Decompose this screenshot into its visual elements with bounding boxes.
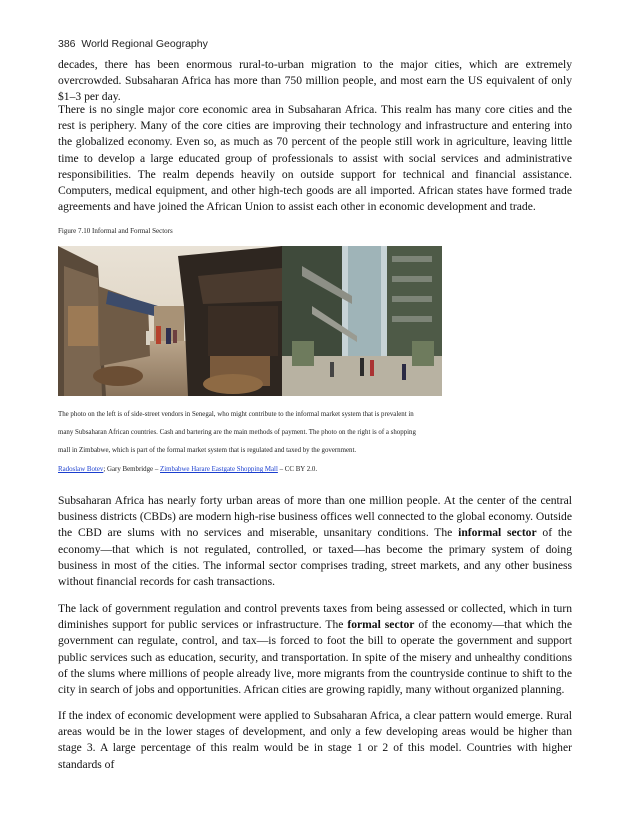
figure-title: Figure 7.10 Informal and Formal Sectors bbox=[58, 227, 173, 235]
paragraph-4-text-a: The lack of government regulation and control prevents taxes from being assessed or collected, which in turn diminishes support for public services or infrastructure. The bbox=[58, 602, 572, 632]
paragraph-3-text-a: Subsaharan Africa has nearly forty urban areas of more than one million people. At the center of the central business districts (CBDs) are modern high-rise business offices well connected to the global economy. Outside the CBD are slums with no services and miserable, unsanitary conditions. The bbox=[58, 494, 572, 540]
paragraph-2: There is no single major core economic area in Subsaharan Africa. This realm has many core cities and the rest is periphery. Many of the core cities are improving their technology and infrastructure and entering into the globalized economy. Even so, as much as 70 percent of the people still work in agriculture, leaving little time to develop a large educated group of professionals to assist with social services and administrative responsibilities. The realm depends heavily on outside support for technical and financial assistance. Computers, medical equipment, and other high-tech goods are all imported. African states have formed trade agreements and have joined the African Union to assist each other in economic development and trade. bbox=[58, 103, 572, 214]
term-formal-sector: formal sector bbox=[347, 618, 415, 632]
shopping-mall-image bbox=[282, 246, 442, 396]
shopping-mall-photo bbox=[282, 246, 442, 396]
credit-link-botev[interactable]: Radoslaw Botev bbox=[58, 466, 104, 473]
credit-link-eastgate-mall[interactable]: Zimbabwe Harare Eastgate Shopping Mall bbox=[160, 466, 278, 473]
street-vendors-photo bbox=[58, 246, 282, 396]
page-number: 386 bbox=[58, 38, 76, 50]
figure-caption-line-2: many Subsaharan African countries. Cash and bartering are the main methods of payment. The photo on the right is of a shopping bbox=[58, 429, 416, 436]
street-vendors-image bbox=[58, 246, 282, 396]
credit-separator-2: – CC BY 2.0. bbox=[277, 466, 318, 473]
credit-separator-1: ; Gary Bembridge – bbox=[103, 466, 161, 473]
figure-photos bbox=[58, 246, 442, 396]
page-header bbox=[58, 38, 208, 50]
figure-credit bbox=[58, 466, 317, 473]
paragraph-3-text-b: of the economy—that which is not regulated, controlled, or taxed—has become the primary system of doing business in most of the cities. The informal sector comprises trading, street markets, and any other business without financial records for cash transactions. bbox=[58, 526, 572, 589]
figure-caption-line-3: mall in Zimbabwe, which is part of the formal market system that is regulated and taxed by the government. bbox=[58, 447, 357, 454]
paragraph-1: decades, there has been enormous rural-to-urban migration to the major cities, which are extremely overcrowded. Subsaharan Africa has more than 750 million people, and most earn the US equivalent of only $1–3 per day. bbox=[58, 58, 572, 104]
paragraph-4 bbox=[58, 601, 572, 698]
term-informal-sector: informal sector bbox=[458, 526, 537, 540]
paragraph-4-text-b: of the economy—that which the government can regulate, control, and tax—is forced to foot the bill to operate the government and support public services such as education, security, and transportation. In spite of the misery and unhealthy conditions of the slums where millions of people already live, more migrants from the countryside continue to shift to the city in search of jobs and opportunities. African cities are growing rapidly, many without organized planning. bbox=[58, 618, 572, 697]
paragraph-5: If the index of economic development were applied to Subsaharan Africa, a clear pattern would emerge. Rural areas would be in the lower stages of development, and only a few developing areas would be higher than stage 3. A large percentage of this realm would be in stage 1 or 2 of this model. Countries with higher standards of bbox=[58, 709, 572, 771]
book-title: World Regional Geography bbox=[81, 38, 208, 50]
paragraph-3 bbox=[58, 493, 572, 590]
figure-caption-line-1: The photo on the left is of side-street vendors in Senegal, who might contribute to the informal market system that is prevalent in bbox=[58, 411, 414, 418]
